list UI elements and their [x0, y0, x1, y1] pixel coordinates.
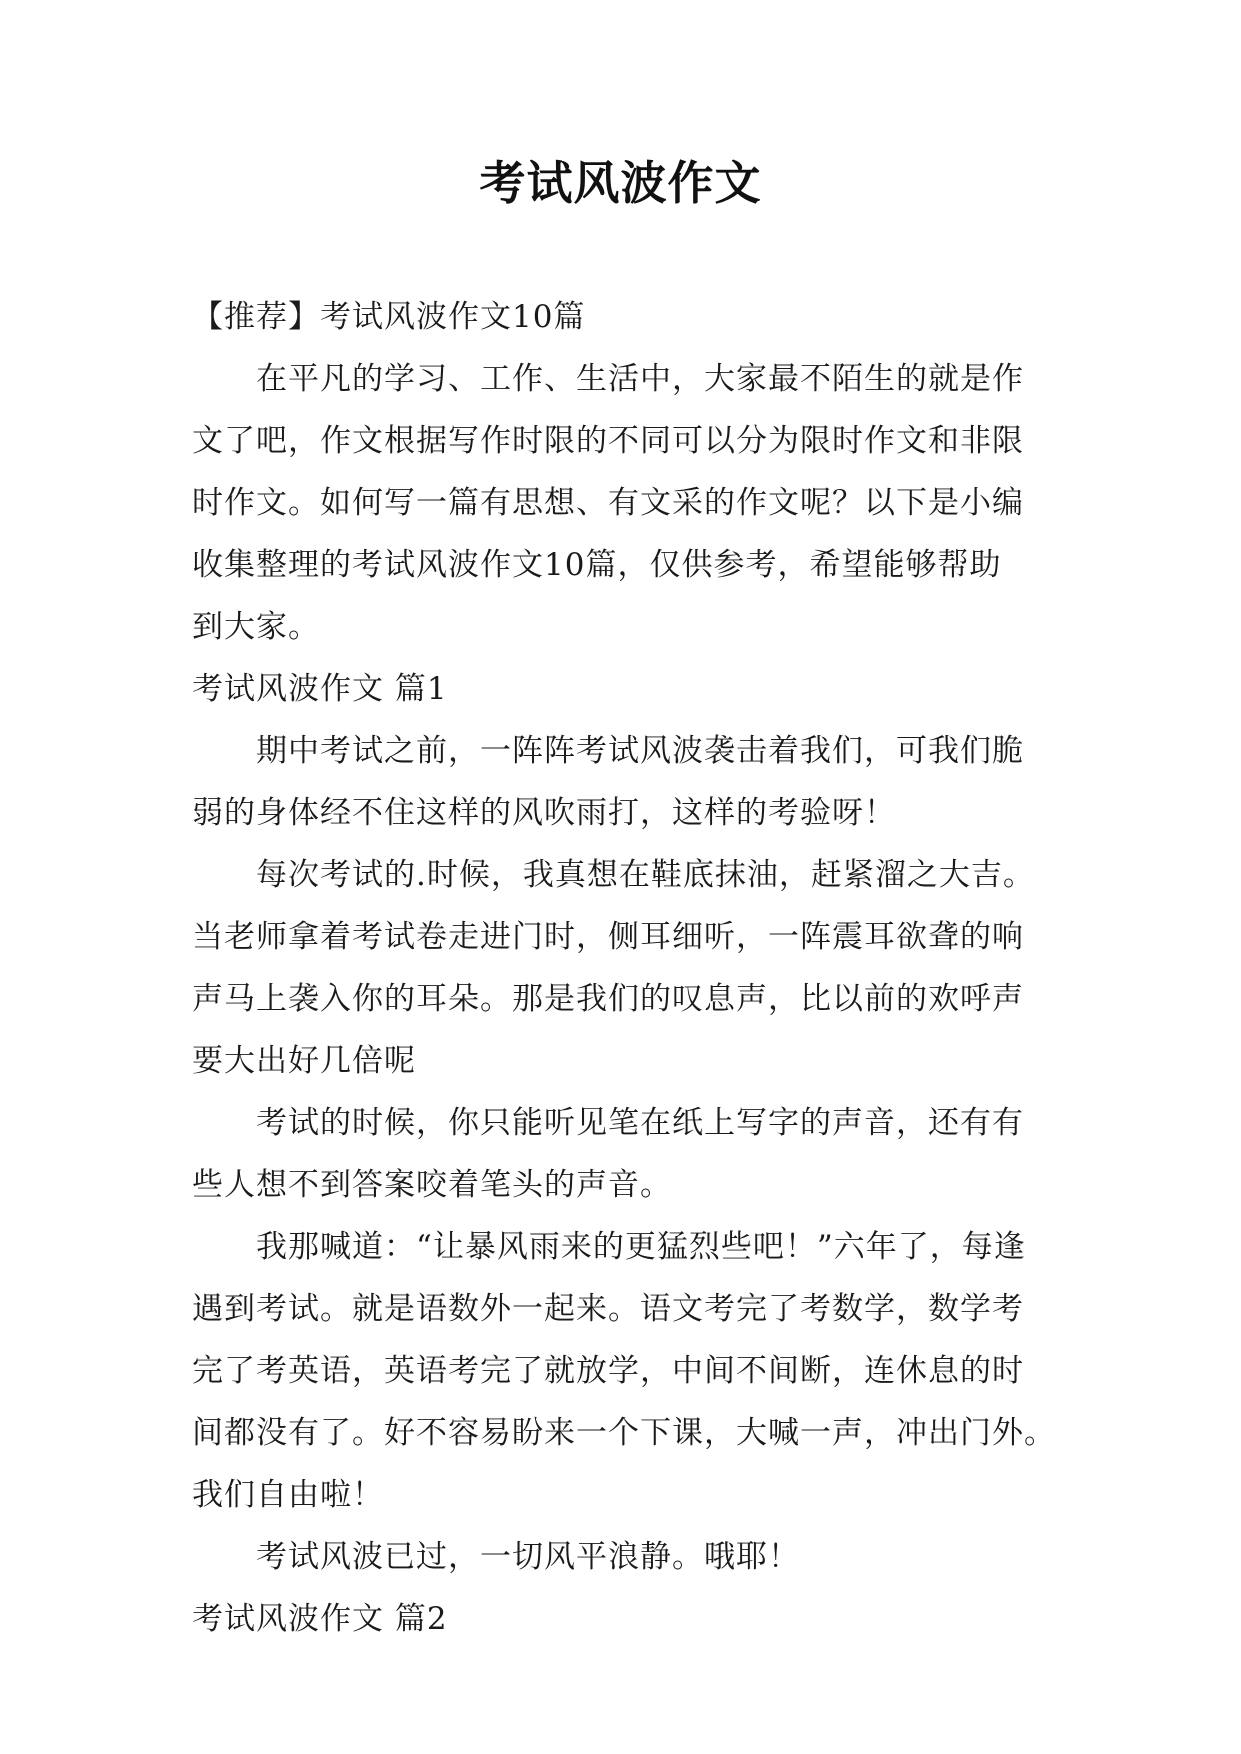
- document-body: [192, 286, 1092, 1650]
- text-line: 文了吧，作文根据写作时限的不同可以分为限时作文和非限: [192, 423, 1024, 459]
- text-line: 到大家。: [192, 609, 320, 645]
- text-line: 完了考英语，英语考完了就放学，中间不间断，连休息的时: [192, 1353, 1024, 1389]
- text-line: 当老师拿着考试卷走进门时，侧耳细听，一阵震耳欲聋的响: [192, 919, 1024, 955]
- text-line: 考试风波作文 篇1: [192, 671, 448, 707]
- text-line: 【推荐】考试风波作文10篇: [192, 299, 586, 335]
- text-line: 期中考试之前，一阵阵考试风波袭击着我们，可我们脆: [256, 733, 1024, 769]
- text-line: 我那喊道：“让暴风雨来的更猛烈些吧！”六年了，每逢: [256, 1229, 1026, 1265]
- text-line: 时作文。如何写一篇有思想、有文采的作文呢？以下是小编: [192, 485, 1024, 521]
- text-line: 间都没有了。好不容易盼来一个下课，大喊一声，冲出门外。: [192, 1415, 1056, 1451]
- text-line: 考试风波已过，一切风平浪静。哦耶！: [256, 1539, 800, 1575]
- text-line: 考试风波作文 篇2: [192, 1601, 448, 1637]
- document-title: 考试风波作文: [479, 156, 762, 210]
- text-line: 遇到考试。就是语数外一起来。语文考完了考数学，数学考: [192, 1291, 1024, 1327]
- text-line: 收集整理的考试风波作文10篇，仅供参考，希望能够帮助: [192, 547, 1002, 583]
- text-line: 声马上袭入你的耳朵。那是我们的叹息声，比以前的欢呼声: [192, 981, 1024, 1017]
- text-line: 弱的身体经不住这样的风吹雨打，这样的考验呀！: [192, 795, 896, 831]
- text-line: 考试的时候，你只能听见笔在纸上写字的声音，还有有: [256, 1105, 1024, 1141]
- text-line: 些人想不到答案咬着笔头的声音。: [192, 1167, 672, 1203]
- text-line: 我们自由啦！: [192, 1477, 384, 1513]
- text-line: 每次考试的.时候，我真想在鞋底抹油，赶紧溜之大吉。: [256, 857, 1035, 893]
- text-line: 要大出好几倍呢: [192, 1043, 416, 1079]
- text-line: 在平凡的学习、工作、生活中，大家最不陌生的就是作: [256, 361, 1024, 397]
